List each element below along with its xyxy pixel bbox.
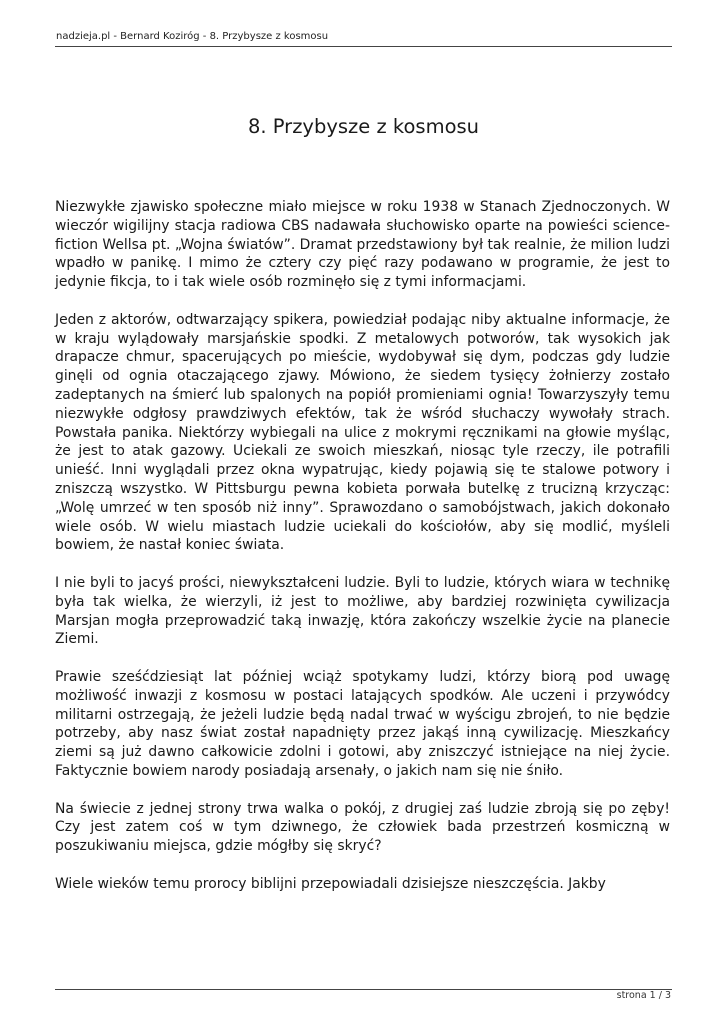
paragraph: Na świecie z jednej strony trwa walka o pokój, z drugiej zaś ludzie zbroją się po zęby! Czy jest zatem coś w tym dziwnego, że człowiek bada przestrzeń kosmiczną w poszukiwaniu miejsca, gdzie mógłby się skryć? [55, 800, 670, 855]
footer-divider [55, 989, 672, 990]
page-number: strona 1 / 3 [616, 990, 671, 1001]
header-divider [55, 46, 672, 47]
paragraph: Prawie sześćdziesiąt lat później wciąż spotykamy ludzi, którzy biorą pod uwagę możliwość inwazji z kosmosu w postaci latających spodków. Ale uczeni i przywódcy militarni ostrzegają, że jeżeli ludzie będą nadal trwać w wyścigu zbrojeń, to nie będzie potrzeby, aby nasz świat został napadnięty przez jakąś inną cywilizację. Mieszkańcy ziemi są już dawno całkowicie zdolni i gotowi, aby zniszczyć istniejące na niej życie. Faktycznie bowiem narody posiadają arsenały, o jakich nam się nie śniło. [55, 668, 670, 779]
paragraph: I nie byli to jacyś prości, niewykształceni ludzie. Byli to ludzie, których wiara w technikę była tak wielka, że wierzyli, iż jest to możliwe, aby bardziej rozwinięta cywilizacja Marsjan mogła przeprowadzić taką inwazję, która zakończy wszelkie życie na planecie Ziemi. [55, 574, 670, 648]
paragraph: Wiele wieków temu prorocy biblijni przepowiadali dzisiejsze nieszczęścia. Jakby [55, 875, 606, 892]
page-title: 8. Przybysze z kosmosu [247, 115, 480, 138]
article-body [55, 198, 670, 912]
paragraph: Niezwykłe zjawisko społeczne miało miejsce w roku 1938 w Stanach Zjednoczonych. W wieczór wigilijny stacja radiowa CBS nadawała słuchowisko oparte na powieści science-fiction Wellsa pt. „Wojna światów”. Dramat przedstawiony był tak realnie, że milion ludzi wpadło w panikę. I mimo że cztery czy pięć razy podawano w programie, że jest to jedynie fikcja, to i tak wiele osób rozminęło się z tymi informacjami. [55, 199, 670, 291]
page-header: nadzieja.pl - Bernard Koziróg - 8. Przybysze z kosmosu [56, 31, 329, 42]
paragraph: Jeden z aktorów, odtwarzający spikera, powiedział podając niby aktualne informacje, że w kraju wylądowały marsjańskie spodki. Z metalowych potworów, tak wysokich jak drapacze chmur, spacerujących po mieście, wydobywał się dym, podczas gdy ludzie ginęli od ognia otaczającego zjawy. Mówiono, że siedem tysięcy żołnierzy zostało zadeptanych na śmierć lub spalonych na popiół promieniami ognia! Towarzyszyły temu niezwykłe odgłosy prawdziwych efektów, tak że wśród słuchaczy wywołały strach. Powstała panika. Niektórzy wybiegali na ulice z mokrymi ręcznikami na głowie myśląc, że jest to atak gazowy. Uciekali ze swoich mieszkań, niosąc tyle rzeczy, ile potrafili unieść. Inni wyglądali przez okna wypatrując, kiedy pojawią się te stalowe potwory i zniszczą wszystko. W Pittsburgu pewna kobieta porwała butelkę z trucizną krzycząc: „Wolę umrzeć w ten sposób niż inny”. Sprawozdano o samobójstwach, jakich dokonało wiele osób. W wielu miastach ludzie uciekali do kościołów, aby się modlić, myśleli bowiem, że nastał koniec świata. [55, 311, 670, 554]
